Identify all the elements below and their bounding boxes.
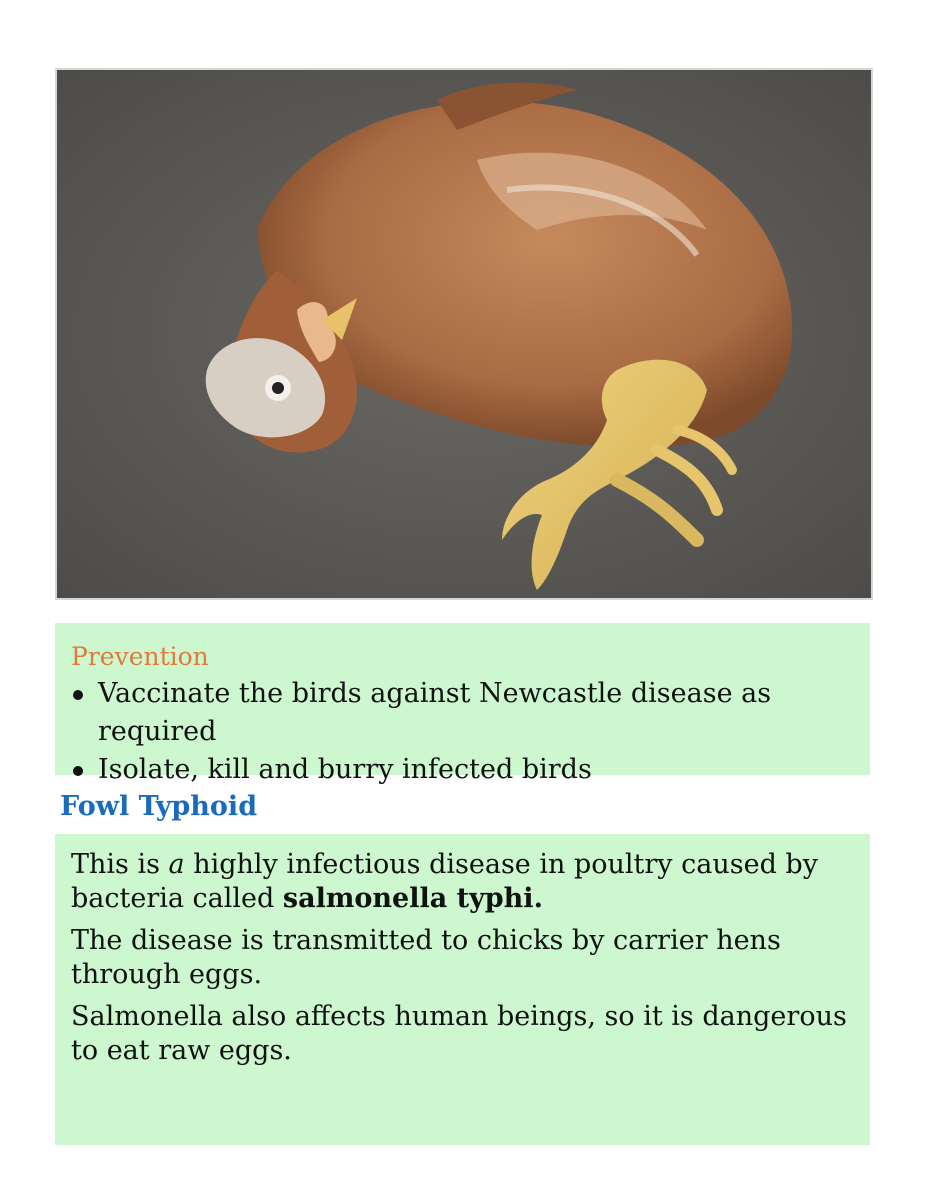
paragraph-human-risk: Salmonella also affects human beings, so it is dangerous to eat raw eggs. [71, 1001, 847, 1066]
section-heading-fowl-typhoid: Fowl Typhoid [60, 791, 258, 822]
list-item-text: Vaccinate the birds against Newcastle disease as required [98, 678, 772, 747]
paragraph-transmission: The disease is transmitted to chicks by carrier hens through eggs. [71, 925, 781, 990]
paragraph-text: highly infectious disease in poultry caused by bacteria called [71, 849, 818, 914]
paragraph-text: This is [71, 849, 169, 880]
fowl-typhoid-box [55, 834, 870, 1145]
paragraph-definition [71, 848, 854, 916]
list-item [71, 675, 854, 751]
prevention-list [71, 675, 854, 789]
bullet-icon [73, 766, 83, 776]
prevention-title: Prevention [71, 642, 209, 671]
bullet-icon [73, 690, 83, 700]
list-item-text: Isolate, kill and burry infected birds [98, 754, 592, 785]
bacteria-name: salmonella typhi. [282, 883, 543, 914]
italic-text: a [168, 849, 185, 880]
sick-chicken-photo [55, 68, 873, 600]
prevention-box [55, 623, 870, 785]
chicken-image [57, 70, 871, 598]
list-item [71, 751, 854, 789]
